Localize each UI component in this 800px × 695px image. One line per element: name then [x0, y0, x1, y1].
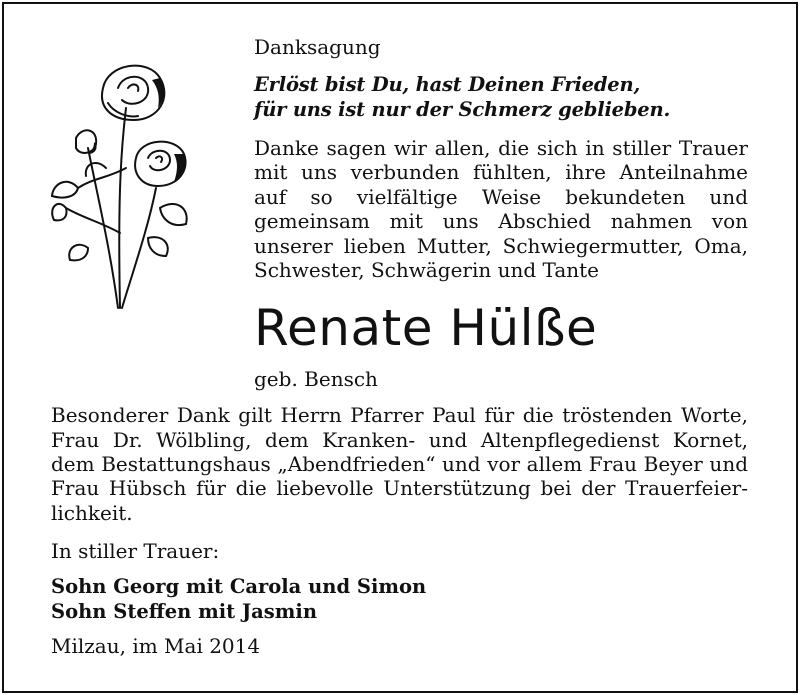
- intro-line-2: mit uns verbunden fühlten, ihre Anteilnahme: [254, 160, 748, 184]
- rose-illustration-icon: [48, 58, 208, 320]
- thanks-line-1: Besonderer Dank gilt Herrn Pfarrer Paul für die tröstenden Worte,: [51, 403, 748, 427]
- place-date: Milzau, im Mai 2014: [51, 634, 261, 658]
- birth-name: geb. Bensch: [254, 367, 378, 391]
- thanks-line-4: Frau Hübsch für die liebevolle Unterstützung bei der Trauerfeier-: [51, 476, 748, 500]
- thanks-line-3: dem Bestattungshaus „Abendfrieden“ und vor allem Frau Beyer und: [51, 452, 748, 476]
- intro-line-4: gemeinsam mit uns Abschied nahmen von: [254, 209, 748, 233]
- thanks-line-2: Frau Dr. Wölbling, dem Kranken- und Altenpflegedienst Kornet,: [51, 428, 748, 452]
- thanks-line-5: lichkeit.: [51, 501, 133, 525]
- intro-line-1: Danke sagen wir allen, die sich in stiller Trauer: [254, 136, 748, 160]
- mourning-label: In stiller Trauer:: [51, 539, 220, 563]
- deceased-name: Renate Hülße: [254, 299, 598, 357]
- verse-line-2: für uns ist nur der Schmerz geblieben.: [254, 98, 671, 121]
- signatory-2: Sohn Steffen mit Jasmin: [51, 600, 318, 623]
- signatory-1: Sohn Georg mit Carola und Simon: [51, 575, 427, 598]
- intro-line-5: unserer lieben Mutter, Schwiegermutter, Oma,: [254, 234, 748, 258]
- heading-danksagung: Danksagung: [254, 35, 381, 59]
- verse-line-1: Erlöst bist Du, hast Deinen Frieden,: [254, 73, 641, 96]
- intro-line-3: auf so vielfältige Weise bekundeten und: [254, 185, 748, 209]
- intro-line-6: Schwester, Schwägerin und Tante: [254, 258, 599, 282]
